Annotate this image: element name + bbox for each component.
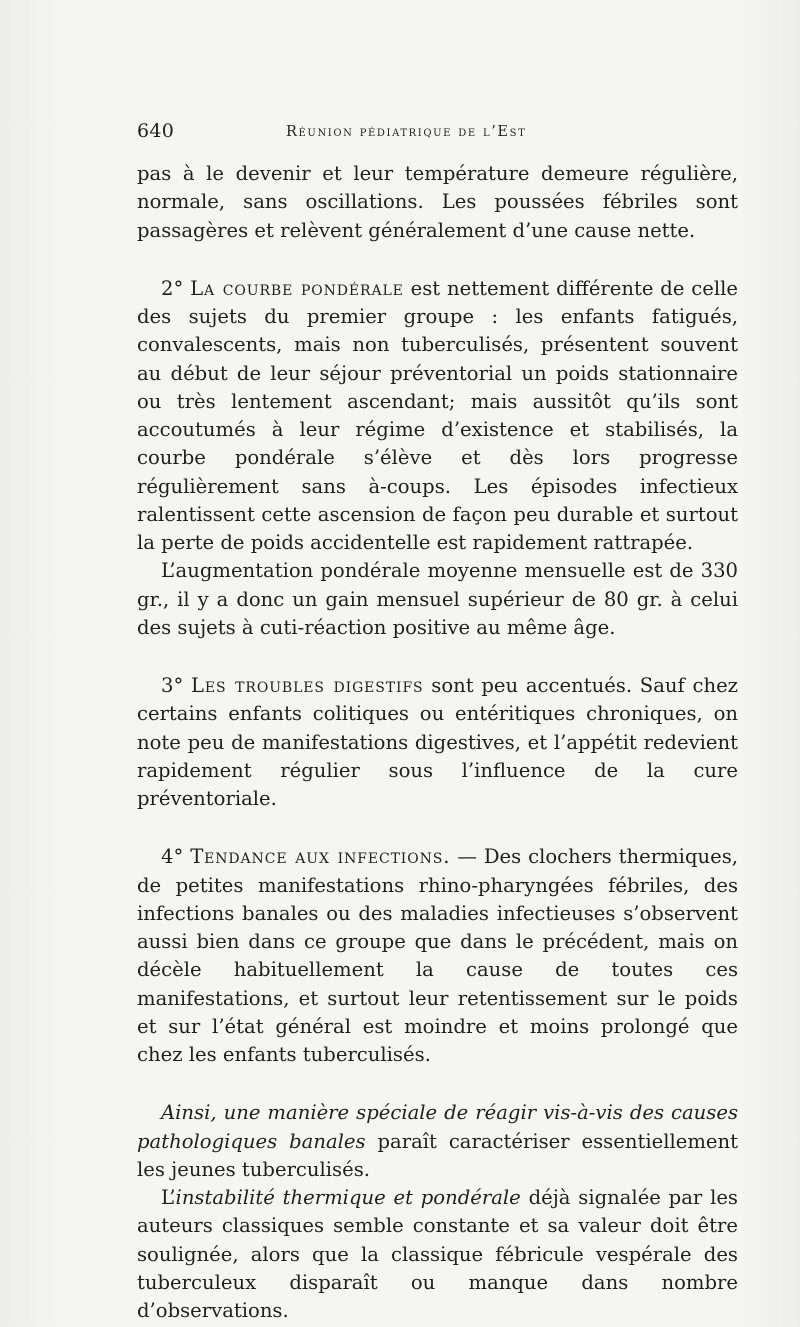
body-text xyxy=(137,160,738,1325)
italic-phrase: Ainsi, une manière spéciale de réagir vis-à-vis des causes pathologiques banales xyxy=(137,1101,738,1153)
section-number: 2° xyxy=(161,276,184,300)
section-heading: Tendance aux infections. xyxy=(190,845,451,869)
article: L’ xyxy=(161,1186,176,1209)
paragraph-gap xyxy=(137,642,738,672)
paragraph-instabilite xyxy=(137,1184,738,1325)
paragraph-gap xyxy=(137,245,738,275)
page-header xyxy=(137,118,737,148)
paragraph-tendance-infections xyxy=(137,843,738,1069)
paragraph-text: — Des clochers thermiques, de petites manifestations rhino-pharyngées fébriles, des infections banales ou des maladies infectieuses s’observent aussi bien dans ce groupe que dans le précédent, mais on décèle habituellement la cause de toutes ces manifestations, et surtout leur retentissement sur le poids et sur l’état général est moindre et moins prolongé que chez les enfants tuberculisés. xyxy=(137,845,738,1066)
section-heading: La courbe pondérale xyxy=(190,276,404,300)
paragraph-gap xyxy=(137,813,738,843)
paragraph-text: déjà signalée par les auteurs classiques semble constante et sa valeur doit être soulignée, alors que la classique fébricule vespérale des tuberculeux disparaît ou manque dans nombre d’observations. xyxy=(137,1186,738,1322)
paragraph-text: est nettement différente de celle des sujets du premier groupe : les enfants fatigués, convalescents, mais non tuberculisés, présentent souvent au début de leur séjour préventorial un poids stationnaire ou très lentement ascendant; mais aussitôt qu’ils sont accoutumés à leur régime d’existence et stabilisés, la courbe pondérale s’élève et dès lors progresse régulièrement sans à-coups. Les épisodes infectieux ralentissent cette ascension de façon peu durable et surtout la perte de poids accidentelle est rapidement rattrapée. xyxy=(137,276,738,554)
paragraph-text: sont peu accentués. Sauf chez certains enfants colitiques ou entéritiques chroniques, on note peu de manifestations digestives, et l’appétit redevient rapidement régulier sous l’influence de la cure préventoriale. xyxy=(137,674,739,810)
italic-phrase: instabilité thermique et pondérale xyxy=(175,1186,521,1209)
running-head: Réunion pédiatrique de l’Est xyxy=(286,124,527,140)
section-number: 3° xyxy=(161,674,184,697)
paragraph-gap xyxy=(137,1069,738,1099)
paragraph-troubles-digestifs xyxy=(137,672,738,813)
paragraph-courbe-ponderale xyxy=(137,275,738,558)
paragraph-continuation: pas à le devenir et leur température demeure régulière, normale, sans oscillations. Les poussées fébriles sont passagères et relèvent généralement d’une cause nette. xyxy=(137,162,738,242)
page-number: 640 xyxy=(137,120,175,142)
paragraph-augmentation: L’augmentation pondérale moyenne mensuelle est de 330 gr., il y a donc un gain mensuel supérieur de 80 gr. à celui des sujets à cuti-réaction positive au même âge. xyxy=(137,559,738,639)
paragraph-ainsi xyxy=(137,1099,738,1184)
paragraph-text: paraît caractériser essentiellement les jeunes tuberculisés. xyxy=(137,1129,738,1181)
section-number: 4° xyxy=(161,845,184,869)
section-heading: Les troubles digestifs xyxy=(191,674,424,697)
